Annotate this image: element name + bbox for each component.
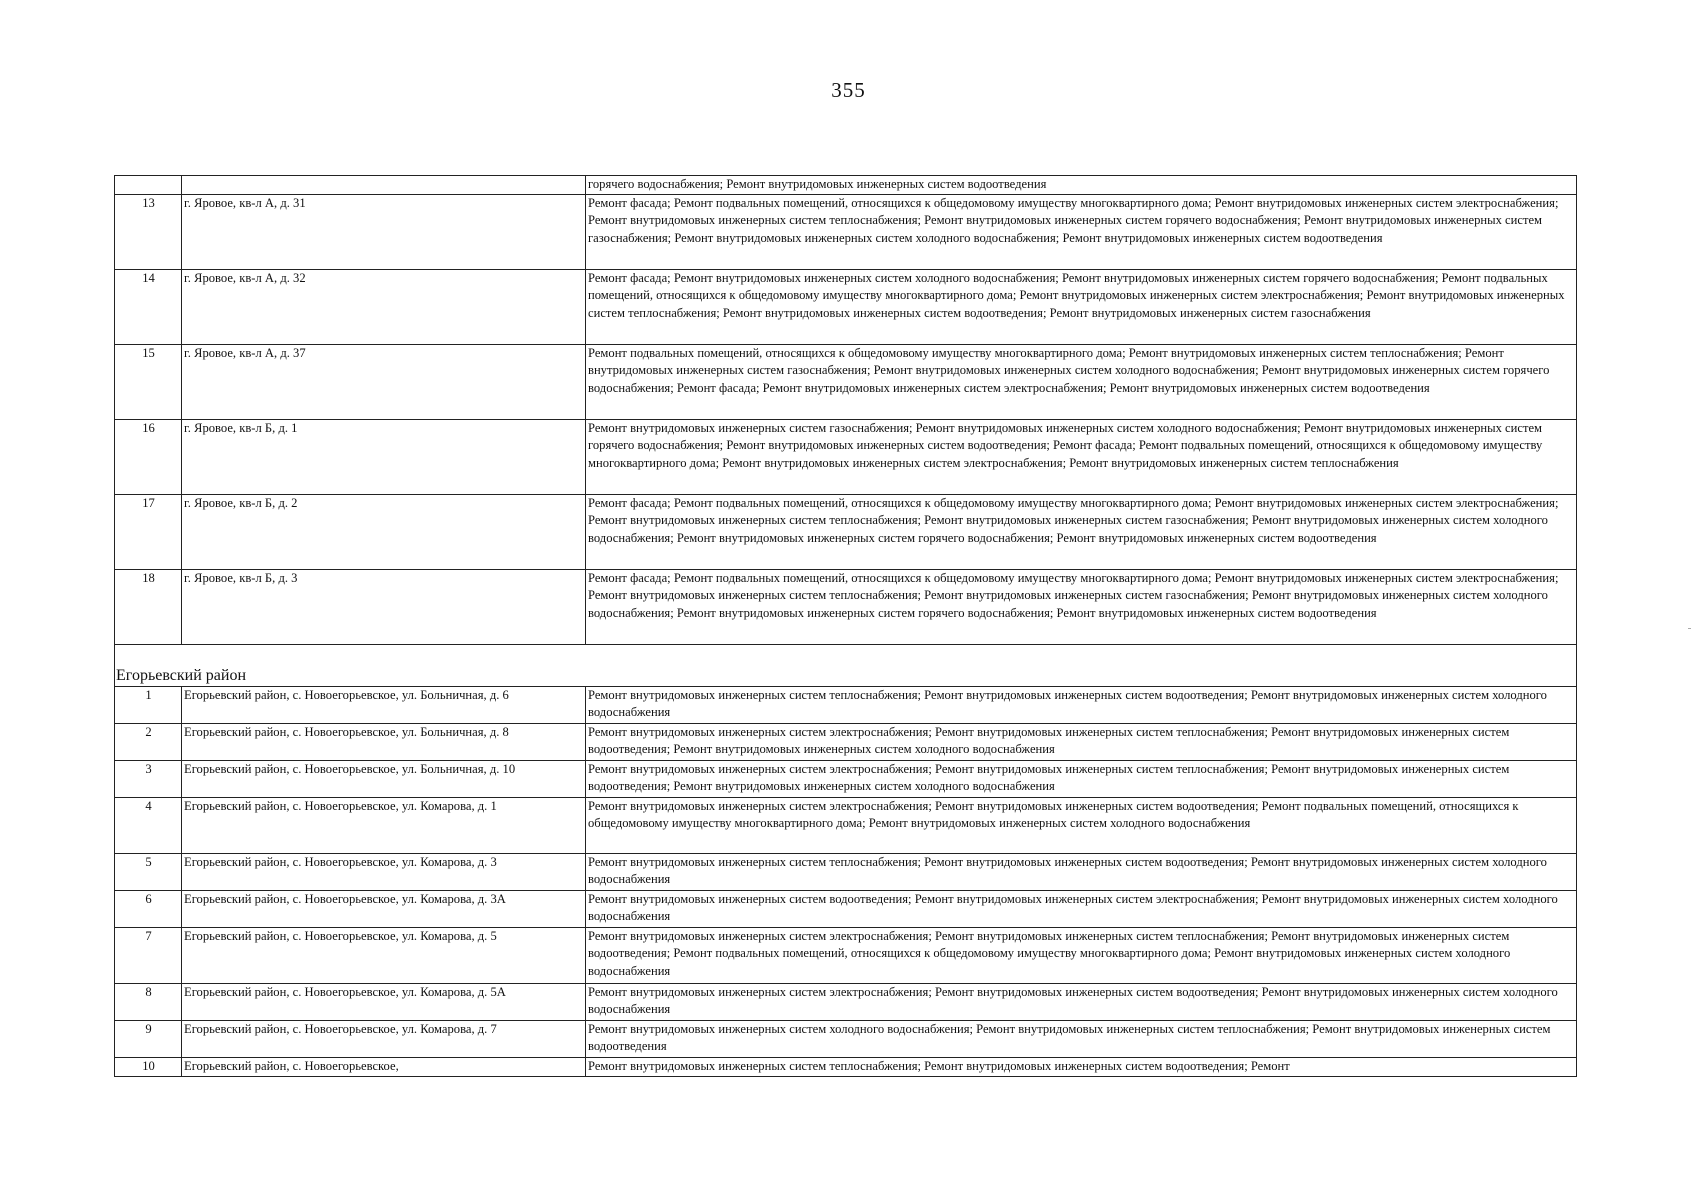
row-number <box>115 176 182 195</box>
row-number: 10 <box>115 1057 182 1076</box>
row-works: Ремонт внутридомовых инженерных систем электроснабжения; Ремонт внутридомовых инженерных систем теплоснабжения; Ремонт внутридомовых инженерных систем водоотведения; Ремонт внутридомовых инженерных систем холодного водоснабжения <box>586 760 1577 797</box>
row-address: г. Яровое, кв-л Б, д. 1 <box>182 419 586 494</box>
row-works: Ремонт подвальных помещений, относящихся к общедомовому имуществу многоквартирного дома; Ремонт внутридомовых инженерных систем теплоснабжения; Ремонт внутридомовых инженерных систем газоснабжения; Ремонт внутридомовых инженерных систем холодного водоснабжения; Ремонт внутридомовых инженерных систем горячего водоснабжения; Ремонт фасада; Ремонт внутридомовых инженерных систем электроснабжения; Ремонт внутридомовых инженерных систем водоотведения <box>586 344 1577 419</box>
table-row <box>115 494 1577 569</box>
row-works: Ремонт внутридомовых инженерных систем водоотведения; Ремонт внутридомовых инженерных систем электроснабжения; Ремонт внутридомовых инженерных систем холодного водоснабжения <box>586 890 1577 927</box>
row-number: 1 <box>115 686 182 723</box>
row-number: 13 <box>115 194 182 269</box>
table-row <box>115 176 1577 195</box>
row-number: 4 <box>115 797 182 853</box>
table-row <box>115 569 1577 644</box>
row-works: Ремонт внутридомовых инженерных систем газоснабжения; Ремонт внутридомовых инженерных систем холодного водоснабжения; Ремонт внутридомовых инженерных систем горячего водоснабжения; Ремонт внутридомовых инженерных систем водоотведения; Ремонт фасада; Ремонт подвальных помещений, относящихся к общедомовому имуществу многоквартирного дома; Ремонт внутридомовых инженерных систем электроснабжения; Ремонт внутридомовых инженерных систем теплоснабжения <box>586 419 1577 494</box>
row-works: Ремонт внутридомовых инженерных систем теплоснабжения; Ремонт внутридомовых инженерных систем водоотведения; Ремонт <box>586 1057 1577 1076</box>
table-row <box>115 890 1577 927</box>
row-number: 8 <box>115 983 182 1020</box>
table-row <box>115 194 1577 269</box>
row-works: Ремонт фасада; Ремонт подвальных помещений, относящихся к общедомовому имуществу многоквартирного дома; Ремонт внутридомовых инженерных систем электроснабжения; Ремонт внутридомовых инженерных систем теплоснабжения; Ремонт внутридомовых инженерных систем газоснабжения; Ремонт внутридомовых инженерных систем холодного водоснабжения; Ремонт внутридомовых инженерных систем горячего водоснабжения; Ремонт внутридомовых инженерных систем водоотведения <box>586 494 1577 569</box>
row-address: г. Яровое, кв-л Б, д. 2 <box>182 494 586 569</box>
row-number: 3 <box>115 760 182 797</box>
row-address: Егорьевский район, с. Новоегорьевское, <box>182 1057 586 1076</box>
row-number: 17 <box>115 494 182 569</box>
row-address: Егорьевский район, с. Новоегорьевское, ул. Больничная, д. 6 <box>182 686 586 723</box>
row-address: Егорьевский район, с. Новоегорьевское, ул. Комарова, д. 7 <box>182 1020 586 1057</box>
row-number: 6 <box>115 890 182 927</box>
row-address: г. Яровое, кв-л А, д. 32 <box>182 269 586 344</box>
scan-speck <box>1688 628 1691 629</box>
table-row <box>115 797 1577 853</box>
row-number: 14 <box>115 269 182 344</box>
row-address: г. Яровое, кв-л А, д. 37 <box>182 344 586 419</box>
row-number: 16 <box>115 419 182 494</box>
row-number: 5 <box>115 853 182 890</box>
row-works: Ремонт внутридомовых инженерных систем электроснабжения; Ремонт внутридомовых инженерных систем теплоснабжения; Ремонт внутридомовых инженерных систем водоотведения; Ремонт подвальных помещений, относящихся к общедомовому имуществу многоквартирного дома; Ремонт внутридомовых инженерных систем холодного водоснабжения <box>586 927 1577 983</box>
table-row <box>115 723 1577 760</box>
row-address: Егорьевский район, с. Новоегорьевское, ул. Комарова, д. 3А <box>182 890 586 927</box>
table-row <box>115 760 1577 797</box>
table-row <box>115 983 1577 1020</box>
row-works: Ремонт внутридомовых инженерных систем холодного водоснабжения; Ремонт внутридомовых инженерных систем теплоснабжения; Ремонт внутридомовых инженерных систем водоотведения <box>586 1020 1577 1057</box>
row-address: г. Яровое, кв-л А, д. 31 <box>182 194 586 269</box>
section-header-row <box>115 644 1577 686</box>
row-number: 9 <box>115 1020 182 1057</box>
row-works: Ремонт внутридомовых инженерных систем электроснабжения; Ремонт внутридомовых инженерных систем водоотведения; Ремонт подвальных помещений, относящихся к общедомовому имуществу многоквартирного дома; Ремонт внутридомовых инженерных систем холодного водоснабжения <box>586 797 1577 853</box>
repair-works-table <box>114 175 1577 1077</box>
row-address: Егорьевский район, с. Новоегорьевское, ул. Больничная, д. 10 <box>182 760 586 797</box>
table-row <box>115 927 1577 983</box>
row-address: Егорьевский район, с. Новоегорьевское, ул. Больничная, д. 8 <box>182 723 586 760</box>
table-row <box>115 1020 1577 1057</box>
table-row <box>115 853 1577 890</box>
table-row <box>115 269 1577 344</box>
page-number: 355 <box>831 78 866 102</box>
row-address: Егорьевский район, с. Новоегорьевское, ул. Комарова, д. 5А <box>182 983 586 1020</box>
row-number: 15 <box>115 344 182 419</box>
row-works: Ремонт внутридомовых инженерных систем теплоснабжения; Ремонт внутридомовых инженерных систем водоотведения; Ремонт внутридомовых инженерных систем холодного водоснабжения <box>586 853 1577 890</box>
row-works: Ремонт внутридомовых инженерных систем электроснабжения; Ремонт внутридомовых инженерных систем теплоснабжения; Ремонт внутридомовых инженерных систем водоотведения; Ремонт внутридомовых инженерных систем холодного водоснабжения <box>586 723 1577 760</box>
table-row <box>115 1057 1577 1076</box>
row-address: г. Яровое, кв-л Б, д. 3 <box>182 569 586 644</box>
row-works: Ремонт фасада; Ремонт внутридомовых инженерных систем холодного водоснабжения; Ремонт внутридомовых инженерных систем горячего водоснабжения; Ремонт подвальных помещений, относящихся к общедомовому имуществу многоквартирного дома; Ремонт внутридомовых инженерных систем электроснабжения; Ремонт внутридомовых инженерных систем теплоснабжения; Ремонт внутридомовых инженерных систем водоотведения; Ремонт внутридомовых инженерных систем газоснабжения <box>586 269 1577 344</box>
section-title: Егорьевский район <box>115 644 1577 686</box>
table-row <box>115 419 1577 494</box>
table-row <box>115 686 1577 723</box>
row-works: горячего водоснабжения; Ремонт внутридомовых инженерных систем водоотведения <box>586 176 1577 195</box>
row-works: Ремонт внутридомовых инженерных систем электроснабжения; Ремонт внутридомовых инженерных систем водоотведения; Ремонт внутридомовых инженерных систем холодного водоснабжения <box>586 983 1577 1020</box>
row-number: 18 <box>115 569 182 644</box>
row-address: Егорьевский район, с. Новоегорьевское, ул. Комарова, д. 3 <box>182 853 586 890</box>
row-address: Егорьевский район, с. Новоегорьевское, ул. Комарова, д. 1 <box>182 797 586 853</box>
row-works: Ремонт фасада; Ремонт подвальных помещений, относящихся к общедомовому имуществу многоквартирного дома; Ремонт внутридомовых инженерных систем электроснабжения; Ремонт внутридомовых инженерных систем теплоснабжения; Ремонт внутридомовых инженерных систем горячего водоснабжения; Ремонт внутридомовых инженерных систем газоснабжения; Ремонт внутридомовых инженерных систем холодного водоснабжения; Ремонт внутридомовых инженерных систем водоотведения <box>586 194 1577 269</box>
row-works: Ремонт внутридомовых инженерных систем теплоснабжения; Ремонт внутридомовых инженерных систем водоотведения; Ремонт внутридомовых инженерных систем холодного водоснабжения <box>586 686 1577 723</box>
row-number: 7 <box>115 927 182 983</box>
row-address: Егорьевский район, с. Новоегорьевское, ул. Комарова, д. 5 <box>182 927 586 983</box>
row-number: 2 <box>115 723 182 760</box>
table-row <box>115 344 1577 419</box>
row-address <box>182 176 586 195</box>
row-works: Ремонт фасада; Ремонт подвальных помещений, относящихся к общедомовому имуществу многоквартирного дома; Ремонт внутридомовых инженерных систем электроснабжения; Ремонт внутридомовых инженерных систем теплоснабжения; Ремонт внутридомовых инженерных систем газоснабжения; Ремонт внутридомовых инженерных систем холодного водоснабжения; Ремонт внутридомовых инженерных систем горячего водоснабжения; Ремонт внутридомовых инженерных систем водоотведения <box>586 569 1577 644</box>
